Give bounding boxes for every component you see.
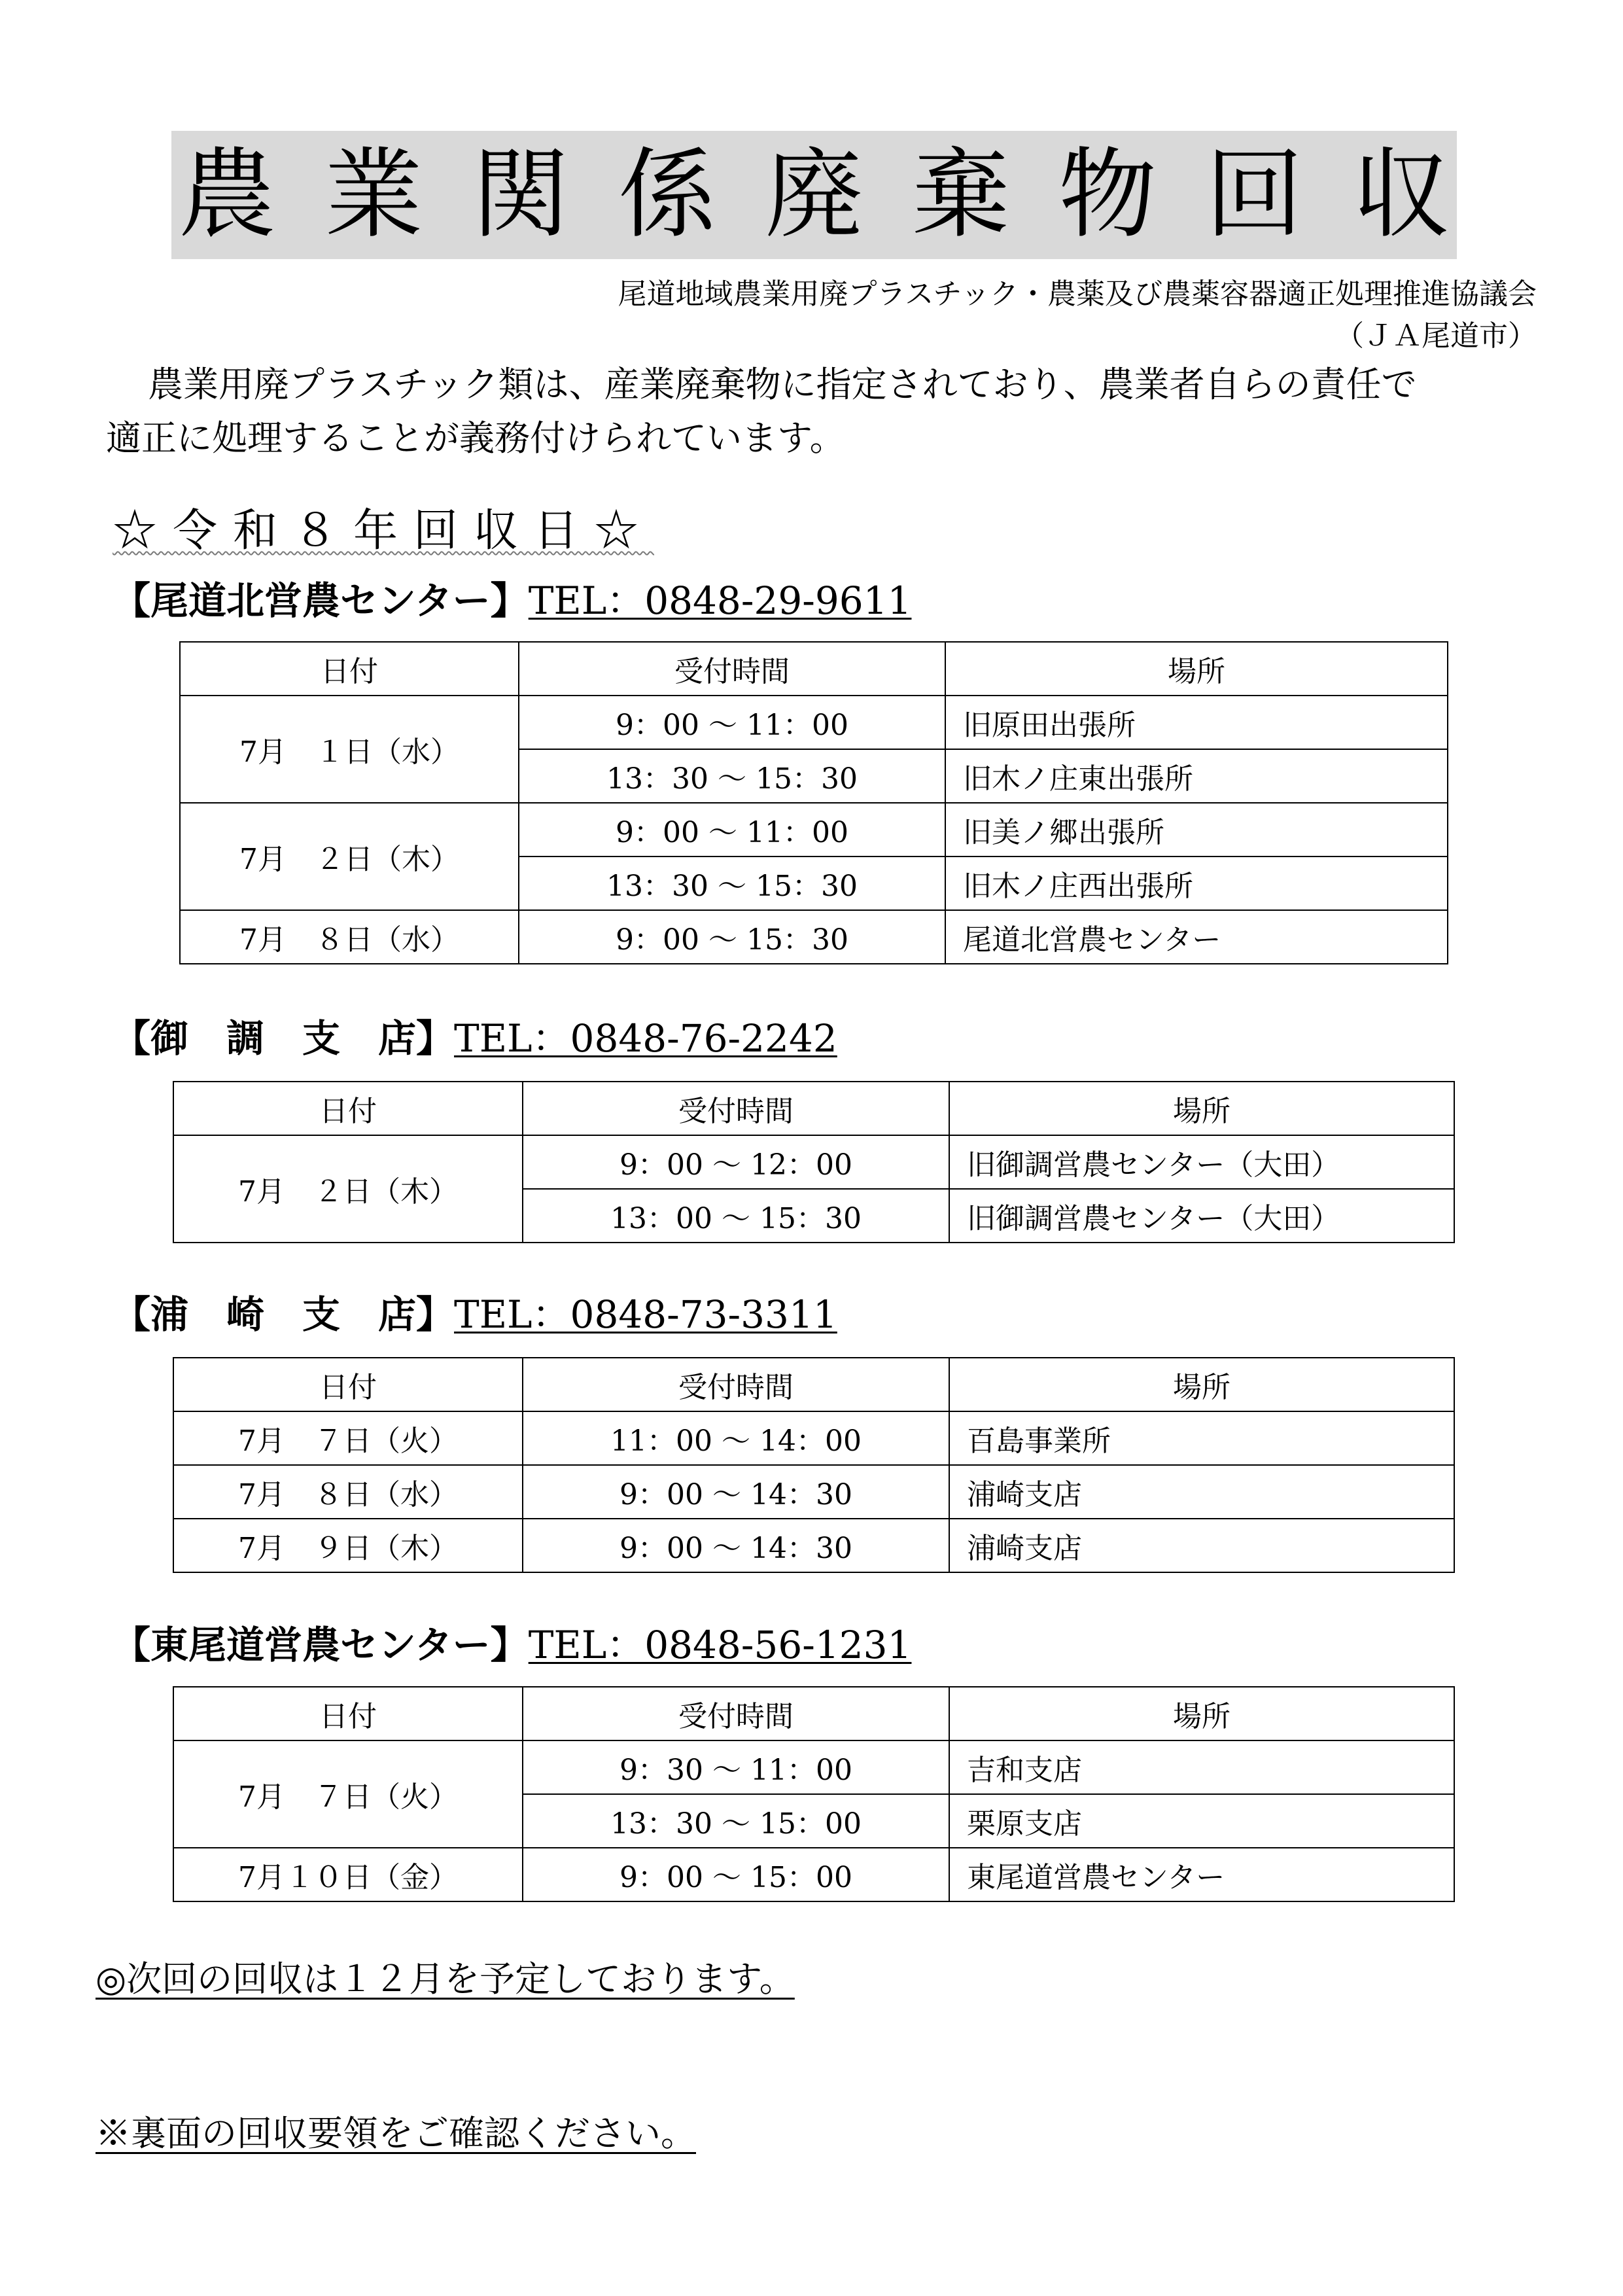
date-cell: 7月 ７日（火）	[173, 1411, 523, 1465]
date-cell: 7月 ７日（火）	[173, 1740, 523, 1848]
collection-heading: ☆令和８年回収日☆	[113, 505, 655, 557]
place-cell: 吉和支店	[949, 1740, 1454, 1794]
table-header-row	[173, 1082, 1454, 1135]
section-title	[113, 1012, 837, 1065]
table-header-row	[173, 1358, 1454, 1411]
header-place: 場所	[949, 1082, 1454, 1135]
table-row	[173, 1848, 1454, 1901]
header-date: 日付	[180, 642, 519, 696]
place-cell: 旧美ノ郷出張所	[945, 803, 1448, 857]
date-cell: 7月 ２日（木）	[180, 803, 519, 910]
schedule-table	[179, 641, 1448, 964]
title-char: 関	[471, 138, 570, 252]
time-cell: 9：00 〜 11：00	[519, 696, 945, 749]
time-cell: 9：00 〜 14：30	[523, 1519, 949, 1572]
header-place: 場所	[945, 642, 1448, 696]
time-cell: 9：00 〜 11：00	[519, 803, 945, 857]
place-cell: 浦崎支店	[949, 1465, 1454, 1519]
time-cell: 9：30 〜 11：00	[523, 1740, 949, 1794]
place-cell: 旧御調営農センター（大田）	[949, 1135, 1454, 1189]
table-header-row	[180, 642, 1448, 696]
table-row	[180, 696, 1448, 749]
place-cell: 栗原支店	[949, 1794, 1454, 1848]
table-header-row	[173, 1687, 1454, 1740]
title-char: 収	[1352, 138, 1450, 252]
table-row	[173, 1411, 1454, 1465]
title-char: 棄	[911, 138, 1010, 252]
header-place: 場所	[949, 1687, 1454, 1740]
schedule-table	[173, 1081, 1455, 1243]
place-cell: 浦崎支店	[949, 1519, 1454, 1572]
table-row	[173, 1135, 1454, 1189]
table-row	[180, 910, 1448, 964]
date-cell: 7月 ９日（木）	[173, 1519, 523, 1572]
date-cell: 7月 ８日（水）	[180, 910, 519, 964]
section-title	[113, 1619, 911, 1671]
phone-number: TEL：0848-56-1231	[528, 1623, 912, 1667]
page-title	[171, 131, 1457, 259]
time-cell: 9：00 〜 15：30	[519, 910, 945, 964]
title-char: 業	[324, 138, 423, 252]
title-char: 回	[1205, 138, 1304, 252]
place-cell: 旧原田出張所	[945, 696, 1448, 749]
time-cell: 13：30 〜 15：00	[523, 1794, 949, 1848]
branch-name: 【浦 崎 支 店】	[113, 1292, 455, 1337]
date-cell: 7月 ２日（木）	[173, 1135, 523, 1243]
time-cell: 9：00 〜 12：00	[523, 1135, 949, 1189]
place-cell: 旧木ノ庄西出張所	[945, 857, 1448, 910]
time-cell: 13：30 〜 15：30	[519, 857, 945, 910]
place-cell: 尾道北営農センター	[945, 910, 1448, 964]
phone-number: TEL：0848-76-2242	[454, 1016, 837, 1061]
time-cell: 13：30 〜 15：30	[519, 749, 945, 803]
place-cell: 旧木ノ庄東出張所	[945, 749, 1448, 803]
table-row	[173, 1519, 1454, 1572]
date-cell: 7月 １日（水）	[180, 696, 519, 803]
see-reverse-note: ※裏面の回収要領をご確認ください。	[96, 2113, 696, 2154]
table-row	[180, 803, 1448, 857]
header-time: 受付時間	[523, 1687, 949, 1740]
place-cell: 東尾道営農センター	[949, 1848, 1454, 1901]
place-cell: 旧御調営農センター（大田）	[949, 1189, 1454, 1243]
title-char: 係	[618, 138, 717, 252]
branch-name: 【尾道北営農センター】	[113, 578, 529, 623]
table-row	[173, 1740, 1454, 1794]
time-cell: 9：00 〜 14：30	[523, 1465, 949, 1519]
date-cell: 7月１０日（金）	[173, 1848, 523, 1901]
title-char: 廃	[765, 138, 864, 252]
time-cell: 13：00 〜 15：30	[523, 1189, 949, 1243]
organization-name: 尾道地域農業用廃プラスチック・農薬及び農薬容器適正処理推進協議会	[618, 277, 1537, 311]
phone-number: TEL：0848-73-3311	[454, 1292, 837, 1337]
schedule-table	[173, 1686, 1455, 1902]
header-place: 場所	[949, 1358, 1454, 1411]
header-date: 日付	[173, 1687, 523, 1740]
title-char: 農	[178, 138, 277, 252]
section-title	[113, 574, 911, 627]
intro-line: 適正に処理することが義務付けられています。	[106, 417, 845, 459]
organization-sub: （ＪＡ尾道市）	[1335, 319, 1537, 353]
schedule-table	[173, 1357, 1455, 1573]
branch-name: 【御 調 支 店】	[113, 1016, 455, 1061]
header-date: 日付	[173, 1082, 523, 1135]
table-row	[173, 1465, 1454, 1519]
section-title	[113, 1288, 837, 1341]
next-collection-note: ◎次回の回収は１２月を予定しております。	[96, 1958, 795, 2000]
date-cell: 7月 ８日（水）	[173, 1465, 523, 1519]
header-time: 受付時間	[523, 1358, 949, 1411]
title-char: 物	[1058, 138, 1157, 252]
intro-paragraph	[106, 358, 1545, 465]
header-time: 受付時間	[523, 1082, 949, 1135]
branch-name: 【東尾道営農センター】	[113, 1623, 529, 1667]
phone-number: TEL：0848-29-9611	[528, 578, 912, 623]
time-cell: 9：00 〜 15：00	[523, 1848, 949, 1901]
header-time: 受付時間	[519, 642, 945, 696]
place-cell: 百島事業所	[949, 1411, 1454, 1465]
intro-line: 農業用廃プラスチック類は、産業廃棄物に指定されており、農業者自らの責任で	[148, 364, 1417, 405]
time-cell: 11：00 〜 14：00	[523, 1411, 949, 1465]
header-date: 日付	[173, 1358, 523, 1411]
